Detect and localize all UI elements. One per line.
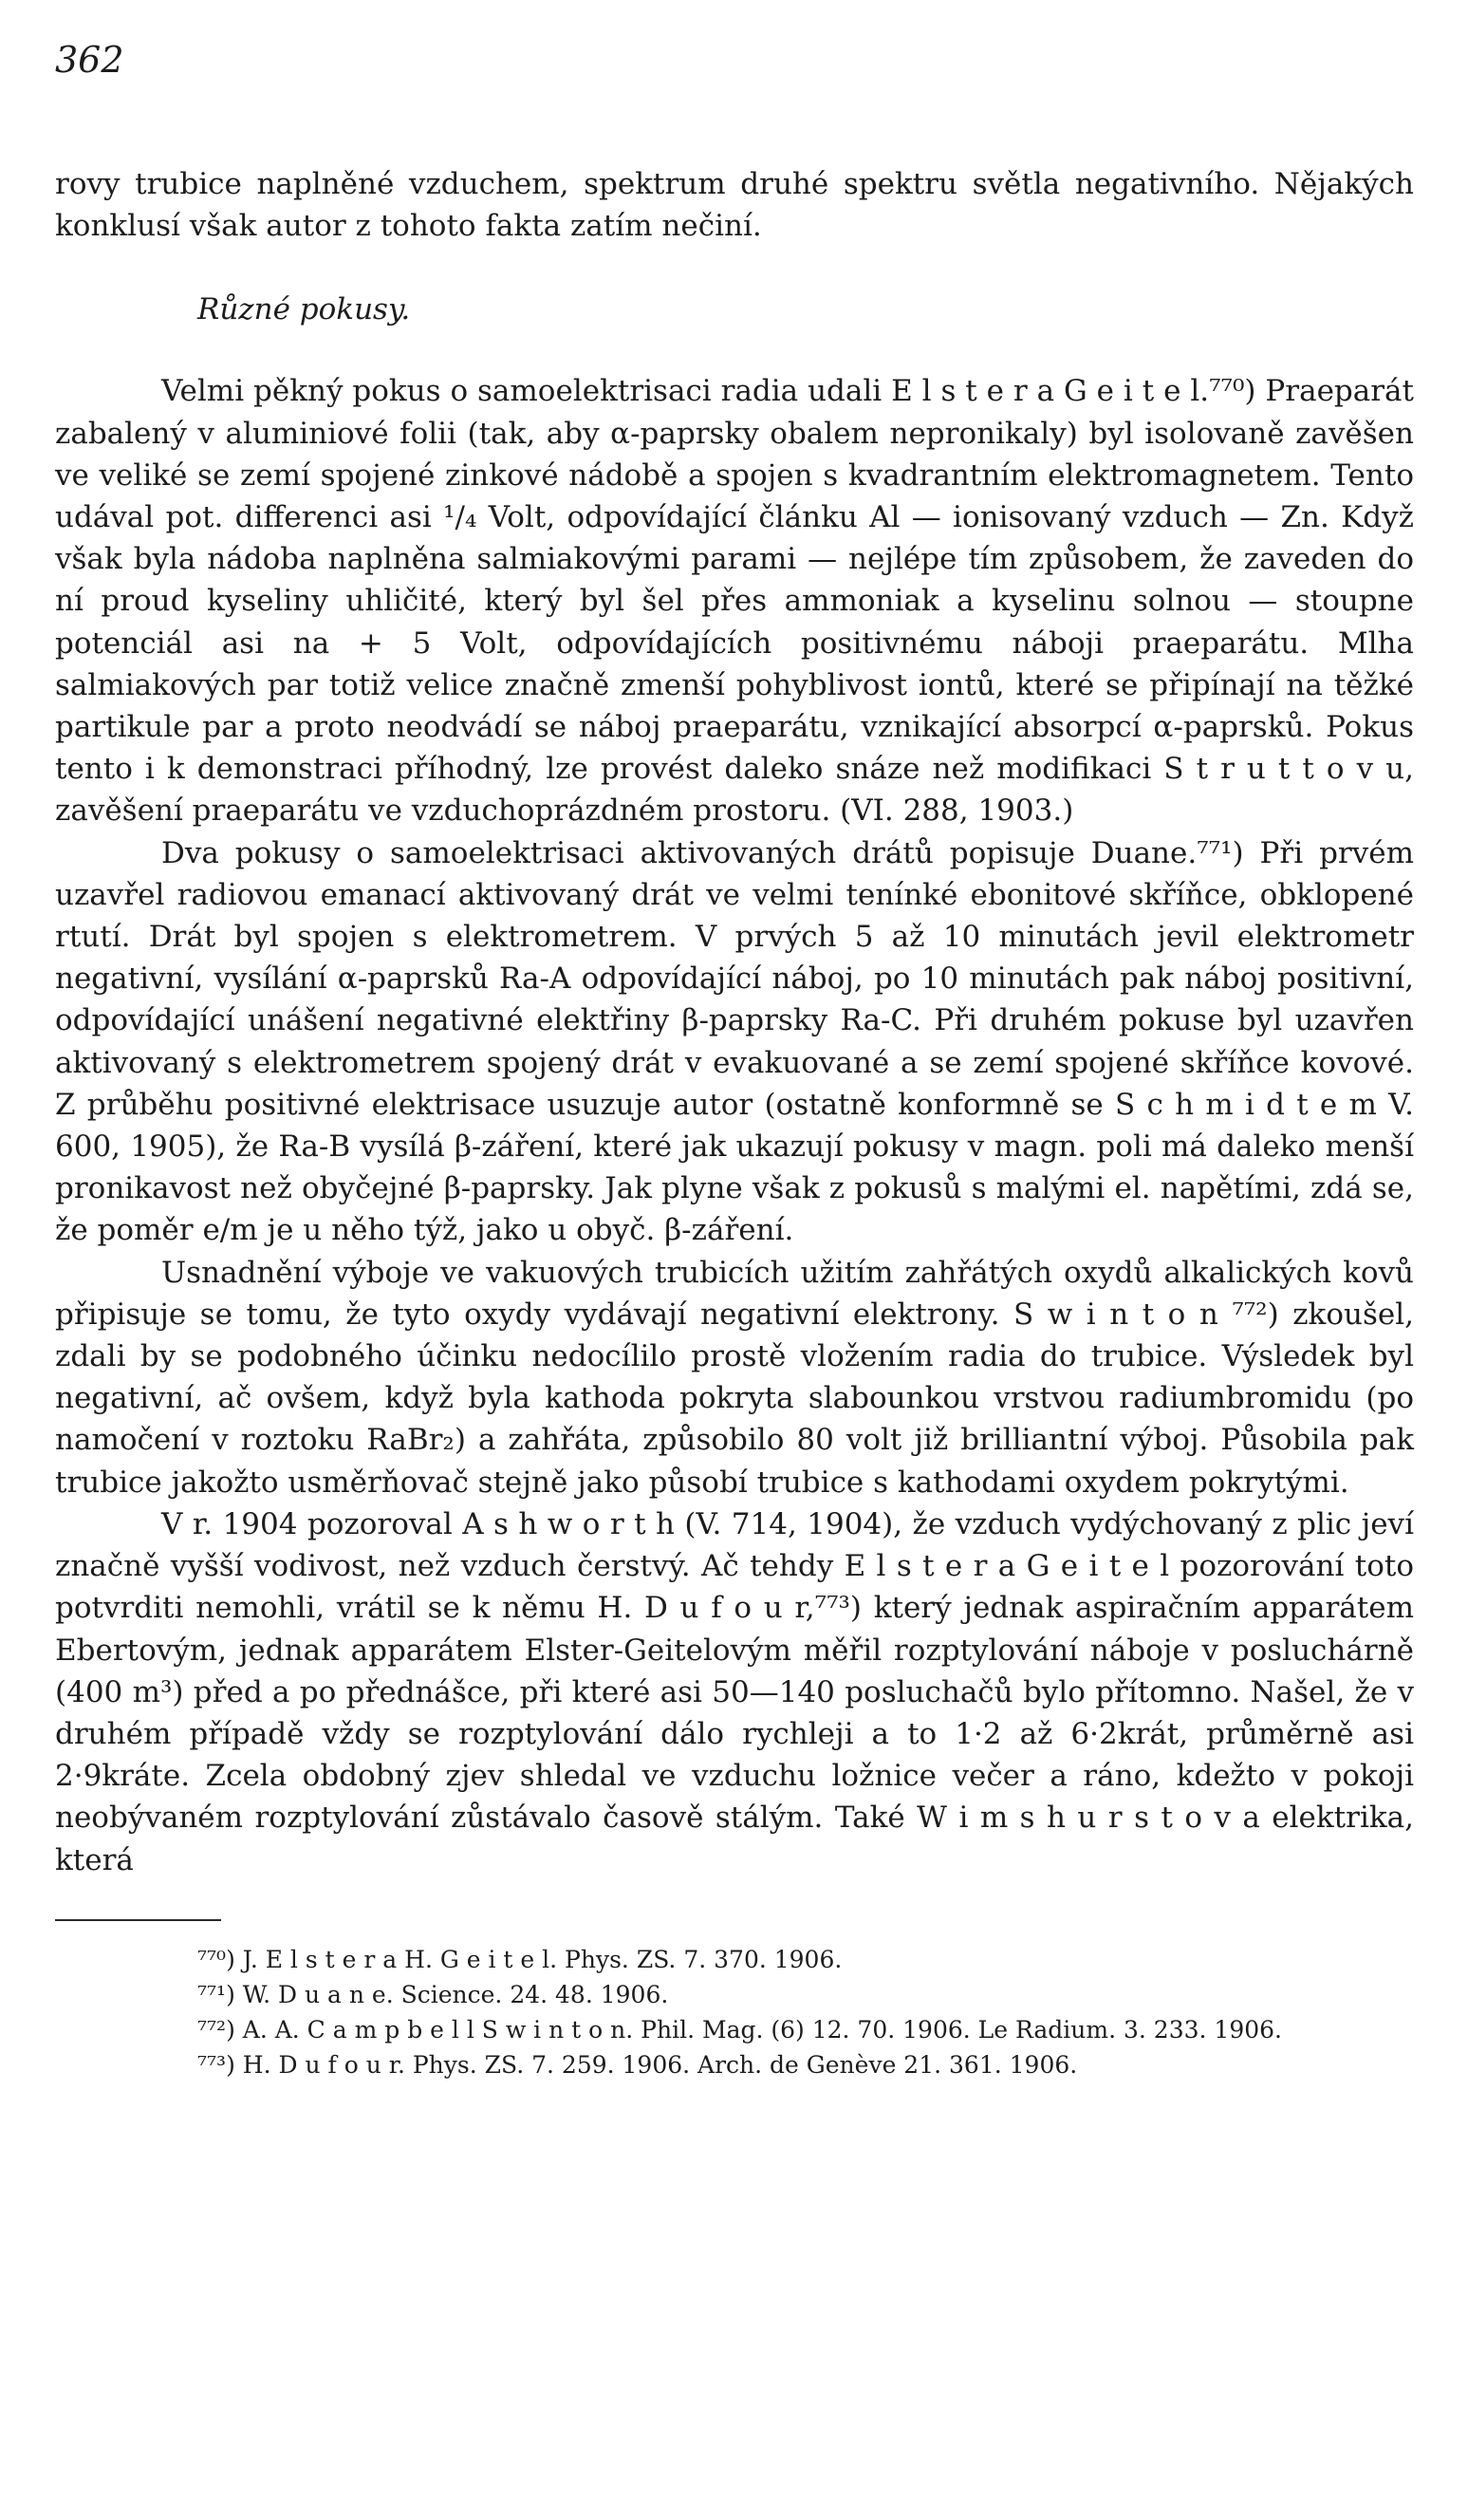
page-number: 362 xyxy=(55,39,124,81)
book-page xyxy=(55,38,1414,2082)
footnote-773: ⁷⁷³) H. D u f o u r. Phys. ZS. 7. 259. 1906. Arch. de Genève 21. 361. 1906. xyxy=(197,2050,1078,2079)
opening-paragraph: rovy trubice naplněné vzduchem, spektrum druhé spektru světla negativního. Nějakých konklusí však autor z tohoto fakta zatím nečiní. xyxy=(55,167,1414,244)
paragraph-duane-experiments: Dva pokusy o samoelektrisaci aktivovaných drátů popisuje Duane.⁷⁷¹) Při prvém uzavřel radiovou emanací aktivovaný drát ve velmi tenínké ebonitové skříňce, obklopené rtutí. Drát byl spojen s elektrometrem. V prvých 5 až 10 minutách jevil elektrometr negativní, vysílání α-paprsků Ra-A odpovídající náboj, po 10 minutách pak náboj positivní, odpovídající unášení negativné elektřiny β-paprsky Ra-C. Při druhém pokuse byl uzavřen aktivovaný s elektrometrem spojený drát v evakuované a se zemí spojené skříňce kovové. Z průběhu positivné elektrisace usuzuje autor (ostatně konformně se S c h m i d t e m V. 600, 1905), že Ra-B vysílá β-záření, které jak ukazují pokusy v magn. poli má daleko menší pronikavost než obyčejné β-paprsky. Jak plyne však z pokusů s malými el. napětími, zdá se, že poměr e/m je u něho týž, jako u obyč. β-záření. xyxy=(55,835,1414,1248)
footnote-divider xyxy=(55,1919,221,1921)
section-heading: Různé pokusy. xyxy=(197,292,411,327)
paragraph-swinton-discharge: Usnadnění výboje ve vakuových trubicích užitím zahřátých oxydů alkalických kovů připisuje se tomu, že tyto oxydy vydávají negativní elektrony. S w i n t o n ⁷⁷²) zkoušel, zdali by se podobného účinku nedocílilo prostě vložením radia do trubice. Výsledek byl negativní, ač ovšem, když byla kathoda pokryta slabounkou vrstvou radiumbromidu (po namočení v roztoku RaBr₂) a zahřáta, způsobilo 80 volt již brilliantní výboj. Působila pak trubice jakožto usměrňovač stejně jako působí trubice s kathodami oxydem pokrytými. xyxy=(55,1255,1414,1500)
paragraph-ashworth-breath-air: V r. 1904 pozoroval A s h w o r t h (V. 714, 1904), že vzduch vydýchovaný z plic jeví značně vyšší vodivost, než vzduch čerstvý. Ač tehdy E l s t e r a G e i t e l pozorování toto potvrditi nemohli, vrátil se k němu H. D u f o u r,⁷⁷³) který jednak aspiračním apparátem Ebertovým, jednak apparátem Elster-Geitelovým měřil rozptylování náboje v posluchárně (400 m³) před a po přednášce, při které asi 50—140 posluchačů bylo přítomno. Našel, že v druhém případě vždy se rozptylování dálo rychleji a to 1·2 až 6·2krát, průměrně asi 2·9kráte. Zcela obdobný zjev shledal ve vzduchu ložnice večer a ráno, kdežto v pokoji neobývaném rozptylování zůstávalo časově stálým. Také W i m s h u r s t o v a elektrika, která xyxy=(55,1506,1414,1877)
footnote-772: ⁷⁷²) A. A. C a m p b e l l S w i n t o n. Phil. Mag. (6) 12. 70. 1906. Le Radium. 3. 233. 1906. xyxy=(197,2015,1282,2044)
footnote-771: ⁷⁷¹) W. D u a n e. Science. 24. 48. 1906. xyxy=(197,1980,669,2008)
footnote-770: ⁷⁷⁰) J. E l s t e r a H. G e i t e l. Phys. ZS. 7. 370. 1906. xyxy=(197,1945,843,1973)
paragraph-self-electrification-radium: Velmi pěkný pokus o samoelektrisaci radia udali E l s t e r a G e i t e l.⁷⁷⁰) Praeparát zabalený v aluminiové folii (tak, aby α-paprsky obalem nepronikaly) byl isolovaně zavěšen ve veliké se zemí spojené zinkové nádobě a spojen s kvadrantním elektromagnetem. Tento udával pot. differenci asi ¹/₄ Volt, odpovídající článku Al — ionisovaný vzduch — Zn. Když však byla nádoba naplněna salmiakovými parami — nejlépe tím způsobem, že zaveden do ní proud kyseliny uhličité, který byl šel přes ammoniak a kyselinu solnou — stoupne potenciál asi na + 5 Volt, odpovídajících positivnému náboji praeparátu. Mlha salmiakových par totiž velice značně zmenší pohyblivost iontů, které se připínají na těžké partikule par a proto neodvádí se náboj praeparátu, vznikající absorpcí α-paprsků. Pokus tento i k demonstraci příhodný, lze provést daleko snáze než modifikaci S t r u t t o v u, zavěšení praeparátu ve vzduchoprázdném prostoru. (VI. 288, 1903.) xyxy=(55,374,1414,829)
